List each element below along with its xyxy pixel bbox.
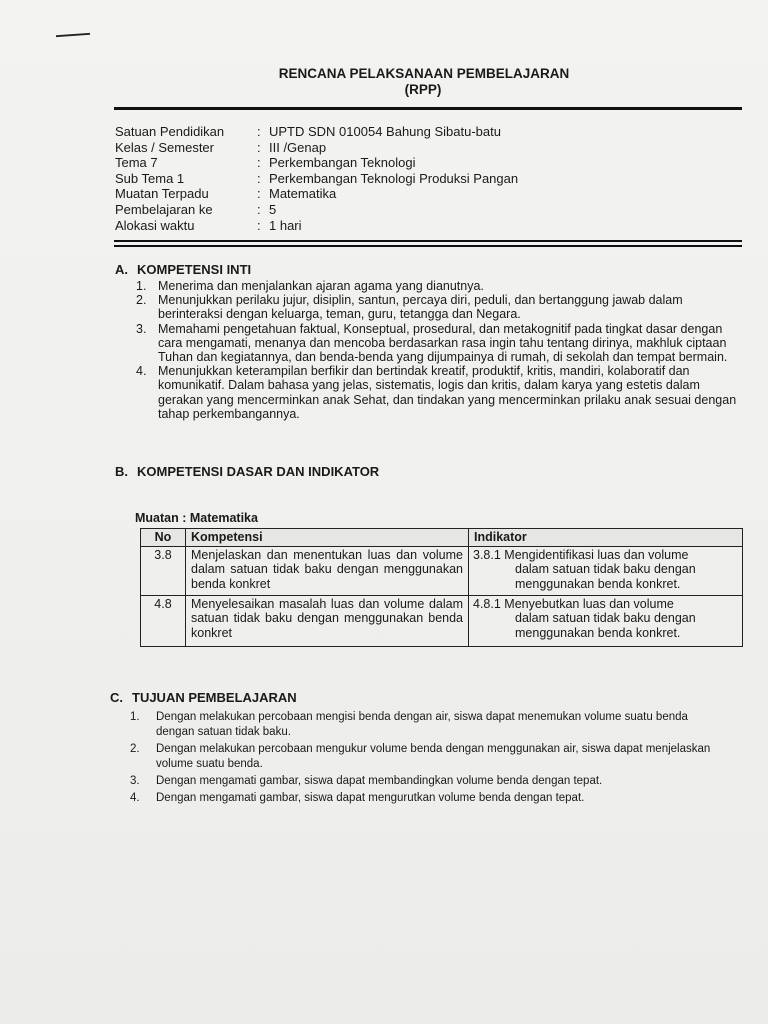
item-text: Memahami pengetahuan faktual, Konseptual, prosedural, dan metakognitif pada tingkat dasar dengan cara mengamati, menanya dan mencoba berdasarkan rasa ingin tahu tentang dirinya, makhluk ciptaan Tuhan dan kegiatannya, dan benda-benda yang dijumpainya di rumah, di sekolah dan tempat bermain. [158,321,728,365]
identity-value: III /Genap [269,139,327,155]
indicator-code: 3.8.1 [473,547,501,562]
colon: : [257,201,261,217]
identity-label: Muatan Terpadu [115,186,209,202]
colon: : [257,155,261,171]
list-item [136,279,741,293]
title-line: RENCANA PELAKSANAAN PEMBELAJARAN [278,66,570,81]
pen-mark [56,33,90,37]
section-b-heading [115,464,379,479]
identity-label: Tema 7 [115,155,158,171]
list-item [130,710,720,740]
identity-row [115,218,518,234]
item-text: Dengan melakukan percobaan mengisi benda dengan air, siswa dapat menemukan volume suatu benda dengan satuan tidak baku. [156,711,688,738]
section-a-heading [115,262,251,277]
colon: : [257,170,261,186]
indicator-rest: dalam satuan tidak baku dengan menggunakan benda konkret. [515,611,696,640]
indicator-first-line: Menyebutkan luas dan volume [504,596,674,611]
list-item [136,364,741,421]
kompetensi-table [140,528,743,647]
cell-indikator [469,546,743,595]
section-letter: A. [115,262,128,277]
top-rule [114,107,742,110]
identity-value: Matematika [269,186,337,202]
subtitle-line: (RPP) [404,82,442,97]
list-item [130,791,720,806]
item-text: Menerima dan menjalankan ajaran agama yang dianutnya. [158,279,484,293]
table-header-row [141,529,743,547]
identity-label: Satuan Pendidikan [115,124,225,139]
item-number: 3. [136,321,147,336]
muatan-label: Muatan : Matematika [135,511,258,525]
identity-value: Perkembangan Teknologi Produksi Pangan [269,170,519,186]
item-number: 1. [136,279,147,293]
identity-block [115,124,518,233]
identity-row [115,202,518,218]
item-number: 3. [130,775,140,787]
identity-label: Alokasi waktu [115,217,195,233]
list-item [136,293,741,321]
identity-value: UPTD SDN 010054 Bahung Sibatu-batu [269,124,501,139]
identity-row [115,155,518,171]
item-number: 2. [130,743,140,755]
item-text: Dengan mengamati gambar, siswa dapat membandingkan volume benda dengan tepat. [156,775,603,787]
section-letter: B. [115,464,128,479]
table-row [141,595,743,646]
identity-row [115,171,518,187]
identity-label: Pembelajaran ke [115,201,213,217]
section-title: KOMPETENSI INTI [137,262,252,277]
item-text: Menunjukkan keterampilan berfikir dan bertindak kreatif, produktif, kritis, mandiri, kolaboratif dan komunikatif. Dalam bahasa yang jelas, sistematis, logis dan kritis, dalam karya yang estetis dalam gerakan yang mencerminkan anak Sehat, dan tindakan yang mencerminkan prilaku anak sesuai dengan tahap perkembangannya. [158,364,737,421]
cell-indikator [469,595,743,646]
identity-label: Sub Tema 1 [115,170,185,186]
table-row [141,546,743,595]
double-rule-upper [114,240,742,242]
identity-label: Kelas / Semester [115,139,214,155]
column-header-indikator: Indikator [469,529,743,547]
identity-row [115,124,518,140]
item-text: Menunjukkan perilaku jujur, disiplin, santun, percaya diri, peduli, dan bertanggung jawab dalam berinteraksi dengan keluarga, teman, guru, tetangga dan Negara. [158,293,683,322]
cell-kompetensi: Menyelesaikan masalah luas dan volume dalam satuan tidak baku dengan menggunakan benda konkret [186,595,469,646]
double-rule-lower [114,245,742,247]
item-number: 2. [136,293,147,308]
item-number: 4. [136,364,147,379]
cell-kompetensi: Menjelaskan dan menentukan luas dan volume dalam satuan tidak baku dengan menggunakan benda konkret [186,546,469,595]
column-header-kompetensi: Kompetensi [186,529,469,547]
item-text: Dengan mengamati gambar, siswa dapat mengurutkan volume benda dengan tepat. [156,792,585,804]
colon: : [257,124,261,139]
colon: : [257,217,261,233]
item-number: 4. [130,792,140,804]
section-c-heading [110,690,297,705]
cell-no: 3.8 [141,546,186,595]
list-item [130,774,720,789]
column-header-no: No [141,529,186,547]
document-title [0,66,768,98]
indicator-rest: dalam satuan tidak baku dengan menggunakan benda konkret. [515,562,696,591]
colon: : [257,186,261,202]
section-letter: C. [110,690,123,705]
colon: : [257,139,261,155]
identity-value: Perkembangan Teknologi [269,155,416,171]
list-item [130,742,720,772]
cell-no: 4.8 [141,595,186,646]
item-number: 1. [130,711,140,723]
indicator-first-line: Mengidentifikasi luas dan volume [504,547,689,562]
identity-row [115,140,518,156]
kompetensi-inti-list [136,279,741,421]
section-title: KOMPETENSI DASAR DAN INDIKATOR [137,464,380,479]
item-text: Dengan melakukan percobaan mengukur volume benda dengan menggunakan air, siswa dapat menjelaskan volume suatu benda. [156,743,711,770]
identity-value: 1 hari [269,217,302,233]
identity-value: 5 [269,201,277,217]
indicator-code: 4.8.1 [473,596,501,611]
list-item [136,322,741,365]
section-title: TUJUAN PEMBELAJARAN [132,690,297,705]
identity-row [115,186,518,202]
tujuan-list [130,710,720,808]
